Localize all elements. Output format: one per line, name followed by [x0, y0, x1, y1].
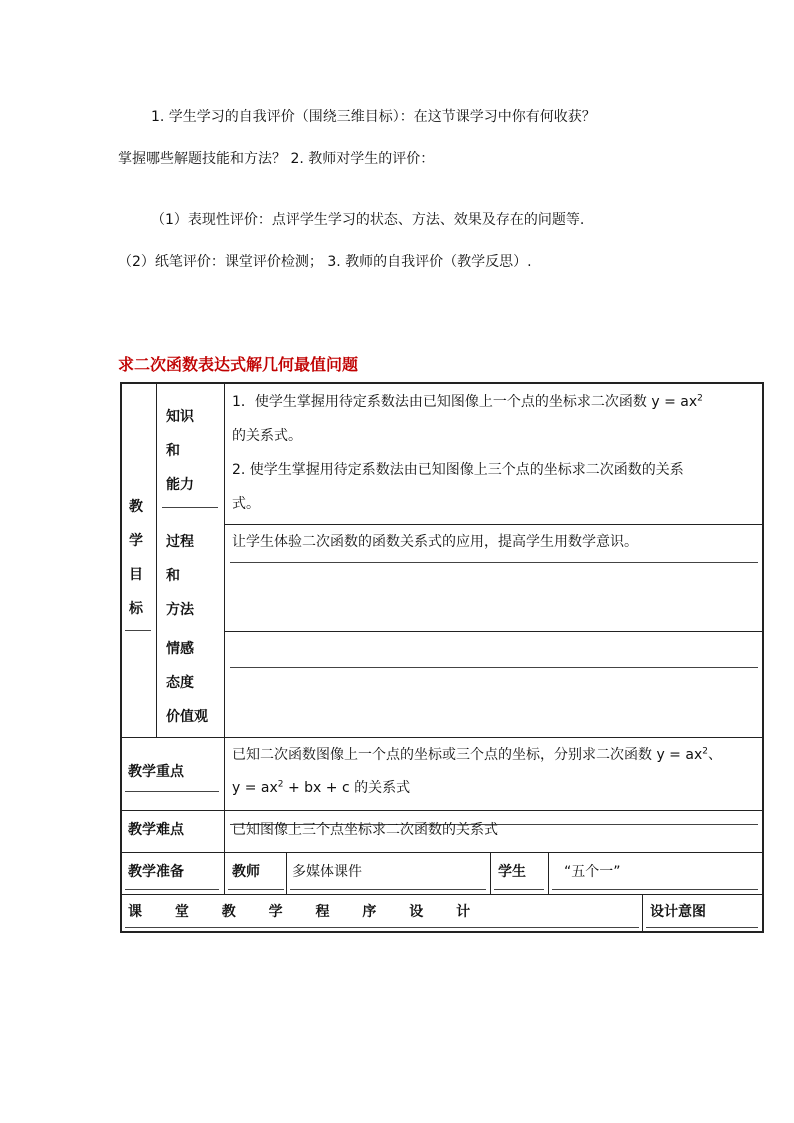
- lesson-plan-table: [120, 382, 764, 933]
- divider: [224, 631, 762, 632]
- divider: [286, 852, 287, 894]
- knowledge-label-line: 和: [166, 443, 180, 459]
- underline: [125, 630, 151, 631]
- intro-line-2: 掌握哪些解题技能和方法？ 2. 教师对学生的评价：: [118, 151, 435, 167]
- divider: [490, 852, 491, 894]
- goals-char: 目: [129, 567, 143, 583]
- underline: [162, 507, 218, 508]
- knowledge-label-line: 知识: [166, 409, 194, 425]
- prep-label: 教学准备: [128, 864, 184, 880]
- teacher-value: 多媒体课件: [292, 864, 362, 880]
- knowledge-text-1b: 的关系式。: [232, 428, 302, 444]
- program-label: 课 堂 教 学 程 序 设 计: [128, 904, 485, 920]
- key-label: 教学重点: [128, 764, 184, 780]
- key-text-2a: y = ax: [232, 780, 278, 796]
- design-label: 设计意图: [650, 904, 706, 920]
- student-label: 学生: [498, 864, 526, 880]
- process-label-line: 过程: [166, 534, 194, 550]
- intro-line-1: 1. 学生学习的自我评价（围绕三维目标）：在这节课学习中你有何收获？: [151, 109, 596, 125]
- knowledge-text-2a: 2. 使学生掌握用待定系数法由已知图像上三个点的坐标求二次函数的关系: [232, 462, 684, 478]
- superscript: 2: [697, 393, 703, 404]
- process-text: 让学生体验二次函数的函数关系式的应用，提高学生用数学意识。: [232, 534, 638, 550]
- divider: [642, 894, 643, 933]
- divider: [224, 384, 225, 737]
- underline: [125, 791, 219, 792]
- underline: [230, 562, 758, 563]
- superscript: 2: [702, 746, 708, 757]
- underline: [228, 889, 284, 890]
- goals-char: 学: [129, 533, 143, 549]
- emotion-label-line: 价值观: [166, 709, 208, 725]
- goals-char: 教: [129, 499, 143, 515]
- intro-line-3: （1）表现性评价：点评学生学习的状态、方法、效果及存在的问题等.: [151, 212, 585, 228]
- key-text-2: [232, 778, 410, 798]
- divider: [224, 524, 762, 525]
- key-text-1a: 已知二次函数图像上一个点的坐标或三个点的坐标，分别求二次函数 y = ax: [232, 747, 703, 763]
- knowledge-text-1: [232, 392, 703, 412]
- divider: [122, 737, 762, 738]
- key-text-1: [232, 745, 722, 765]
- divider: [224, 737, 225, 894]
- divider: [156, 384, 157, 737]
- knowledge-label-line: 能力: [166, 477, 194, 493]
- divider: [122, 852, 762, 853]
- underline: [494, 889, 544, 890]
- difficulty-label: 教学难点: [128, 822, 184, 838]
- process-label-line: 方法: [166, 602, 194, 618]
- teacher-label: 教师: [232, 864, 260, 880]
- goals-char: 标: [129, 601, 143, 617]
- difficulty-text: 已知图像上三个点坐标求二次函数的关系式: [232, 822, 498, 838]
- underline: [125, 889, 219, 890]
- intro-line-4: （2）纸笔评价：课堂评价检测； 3. 教师的自我评价（教学反思）.: [118, 254, 532, 270]
- underline: [125, 927, 639, 928]
- divider: [548, 852, 549, 894]
- key-text-1a-tail: 、: [707, 747, 722, 763]
- underline: [290, 889, 486, 890]
- knowledge-text-2b: 式。: [232, 496, 260, 512]
- knowledge-text-1a: 1．使学生掌握用待定系数法由已知图像上一个点的坐标求二次函数 y = ax: [232, 394, 698, 410]
- underline: [646, 927, 758, 928]
- section-title: 求二次函数表达式解几何最值问题: [118, 355, 359, 374]
- emotion-label: [166, 632, 208, 734]
- process-label: [166, 525, 194, 627]
- divider: [122, 810, 762, 811]
- knowledge-label: [166, 400, 194, 502]
- process-label-line: 和: [166, 568, 180, 584]
- underline: [230, 667, 758, 668]
- underline: [552, 889, 758, 890]
- divider: [122, 894, 762, 895]
- emotion-label-line: 情感: [166, 641, 194, 657]
- superscript: 2: [277, 779, 284, 790]
- emotion-label-line: 态度: [166, 675, 194, 691]
- key-text-2a-tail: + bx + c 的关系式: [283, 780, 411, 796]
- student-value: “五个一”: [564, 864, 621, 880]
- goals-label: [129, 490, 143, 626]
